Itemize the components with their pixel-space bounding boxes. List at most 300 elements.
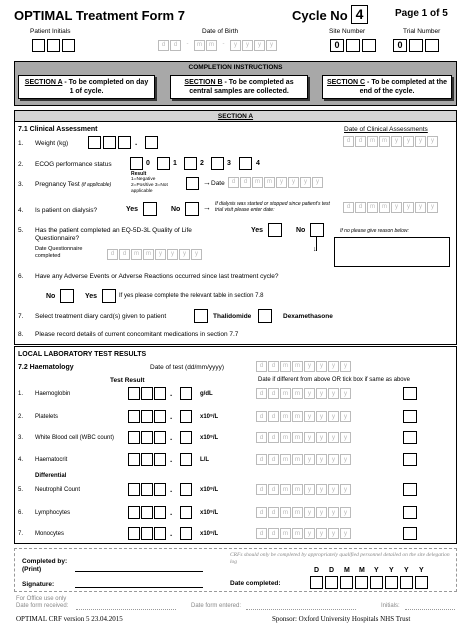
q3-text: Pregnancy Test: [35, 181, 80, 188]
date-completed-label: Date completed:: [230, 580, 281, 587]
q2-number: 2.: [18, 161, 24, 168]
alt-date-cell: m: [280, 432, 291, 443]
version-text: OPTIMAL CRF version 5 23.04.2015: [16, 615, 123, 623]
result-digit-box[interactable]: [141, 527, 153, 540]
initials-box-2[interactable]: [47, 39, 60, 52]
instructions-heading: COMPLETION INSTRUCTIONS: [188, 64, 283, 71]
alt-date-cell: d: [268, 432, 279, 443]
alt-date-cell: y: [328, 388, 339, 399]
ecog-label-4: 4: [256, 160, 260, 167]
date-cell: y: [328, 361, 339, 372]
lab-row-name: Haemoglobin: [35, 391, 71, 397]
eq5d-no-reason-label: If no please give reason below:: [340, 228, 409, 234]
section-c-instruction: [322, 75, 452, 99]
lab-row-name: Neutrophil Count: [35, 487, 81, 493]
result-digit-box[interactable]: [141, 506, 153, 519]
q3-note: (if applicable): [81, 182, 112, 188]
date-cell: d: [268, 361, 279, 372]
date-cell: d: [256, 361, 267, 372]
alt-date-cell: y: [340, 528, 351, 539]
q8-number: 8.: [18, 331, 24, 338]
result-digit-box[interactable]: [141, 431, 153, 444]
alt-date-cell: m: [280, 454, 291, 465]
alt-date-cell: y: [304, 411, 315, 422]
lab-title: LOCAL LABORATORY TEST RESULTS: [18, 351, 147, 358]
result-digit-box[interactable]: [128, 483, 140, 496]
alt-date-cell: y: [328, 432, 339, 443]
dob-sep: -: [222, 41, 225, 47]
eq5d-date-field[interactable]: [107, 249, 203, 260]
lab-row-number: 2.: [18, 414, 24, 420]
dob-cell: d: [170, 40, 181, 51]
result-digit-box[interactable]: [141, 387, 153, 400]
dob-cell: y: [266, 40, 277, 51]
dexamethasone-box[interactable]: [258, 309, 272, 323]
ecog-label-0: 0: [146, 160, 150, 167]
section-c-instruction-title: SECTION C: [326, 79, 366, 86]
trial-number-box-3[interactable]: [425, 39, 439, 52]
date-cell: m: [280, 361, 291, 372]
alt-date-cell: m: [292, 432, 303, 443]
lab-row-name: Monocytes: [35, 531, 65, 537]
office-use-label: For Office use only: [16, 596, 67, 602]
date-completed-box[interactable]: [355, 576, 368, 589]
alt-date-cell: y: [316, 432, 327, 443]
weight-box-3[interactable]: [118, 136, 131, 149]
same-date-tick-box[interactable]: [403, 387, 417, 400]
section-b-instruction: [170, 75, 308, 99]
alt-date-cell: d: [268, 454, 279, 465]
dialysis-note: If dialysis was started or stopped since patient's test trial visit please enter date:: [215, 201, 330, 213]
weight-box-2[interactable]: [103, 136, 116, 149]
dialysis-no-box[interactable]: [185, 202, 199, 216]
decimal-point: .: [170, 529, 173, 538]
date-completed-box[interactable]: [400, 576, 413, 589]
result-digit-box[interactable]: [154, 431, 166, 444]
date-cell: y: [179, 249, 190, 260]
decimal-point: .: [170, 508, 173, 517]
lab-row-number: 7.: [18, 531, 24, 537]
alt-date-cell: y: [304, 528, 315, 539]
lab-row-number: 6.: [18, 510, 24, 516]
date-completed-box[interactable]: [415, 576, 428, 589]
date-cell: y: [340, 361, 351, 372]
ecog-label-1: 1: [173, 160, 177, 167]
lab-row-unit: x10⁹/L: [200, 414, 219, 420]
cycle-label: Cycle No: [292, 8, 348, 23]
date-cell: y: [288, 177, 299, 188]
date-cell: y: [155, 249, 166, 260]
q5-number: 5.: [18, 227, 24, 234]
date-cell: y: [316, 361, 327, 372]
result-options: 1=Negative 2=Pos/tive 3=Not applicable: [131, 177, 168, 194]
date-completed-box[interactable]: [310, 576, 323, 589]
assessment-date-field[interactable]: [343, 136, 439, 147]
arrow-icon: →: [203, 178, 211, 187]
lab-row-number: 1.: [18, 391, 24, 397]
alt-date-cell: m: [280, 411, 291, 422]
result-digit-box[interactable]: [128, 387, 140, 400]
alt-date-cell: y: [316, 528, 327, 539]
dob-cell: m: [206, 40, 217, 51]
alt-date-cell: y: [328, 507, 339, 518]
trial-number-box-2[interactable]: [409, 39, 423, 52]
haematology-title: 7.2 Haematology: [18, 364, 74, 371]
lab-row-name: White Blood cell (WBC count): [35, 435, 115, 441]
q5-label: Has the patient completed an EQ-5D-3L Quality of Life Questionnaire?: [35, 227, 192, 242]
date-completed-box[interactable]: [325, 576, 338, 589]
result-digit-box[interactable]: [141, 453, 153, 466]
result-digit-box[interactable]: [154, 527, 166, 540]
date-completed-letter: M: [359, 567, 365, 574]
trial-number-box-1: 0: [393, 39, 407, 52]
date-completed-box[interactable]: [370, 576, 383, 589]
date-cell: y: [391, 136, 402, 147]
result-digit-box[interactable]: [128, 506, 140, 519]
result-decimal-box[interactable]: [180, 483, 192, 496]
alt-date-cell: d: [268, 528, 279, 539]
date-cell: m: [367, 202, 378, 213]
form-title: OPTIMAL Treatment Form 7: [14, 8, 185, 23]
alt-date-cell: d: [256, 454, 267, 465]
alt-date-cell: d: [256, 507, 267, 518]
thalidomide-box[interactable]: [194, 309, 208, 323]
ecog-box-1[interactable]: [157, 157, 170, 170]
test-result-header: Test Result: [110, 377, 145, 384]
date-completed-box[interactable]: [385, 576, 398, 589]
page-number: Page 1 of 5: [395, 8, 448, 19]
alt-date-cell: y: [328, 454, 339, 465]
eq5d-yes-box[interactable]: [268, 223, 282, 237]
alt-date-cell: m: [292, 454, 303, 465]
same-date-tick-box[interactable]: [403, 431, 417, 444]
alt-date-cell: y: [316, 411, 327, 422]
site-number-label: Site Number: [329, 28, 366, 35]
same-date-tick-box[interactable]: [403, 506, 417, 519]
initials-box-3[interactable]: [62, 39, 75, 52]
q8-label: Please record details of current concomitant medications in section 7.7: [35, 331, 239, 338]
result-decimal-box[interactable]: [180, 431, 192, 444]
alt-date-cell: y: [328, 484, 339, 495]
result-title: Result: [131, 171, 147, 177]
alt-date-cell: y: [340, 454, 351, 465]
section-a-instruction-text: - To be completed on day 1 of cycle.: [62, 79, 149, 95]
alt-date-cell: m: [280, 528, 291, 539]
date-cell: m: [264, 177, 275, 188]
date-completed-box[interactable]: [340, 576, 353, 589]
dialysis-yes-label: Yes: [126, 206, 139, 213]
q5-date-label: Date Questionnaire completed: [35, 246, 83, 259]
result-decimal-box[interactable]: [180, 527, 192, 540]
date-entered-line: [246, 609, 356, 610]
date-assessment-label: Date of Clinical Assessments: [344, 126, 428, 133]
date-cell: y: [415, 136, 426, 147]
lab-date-field[interactable]: [256, 361, 352, 372]
section-c-instruction-text: - To be completed at the end of the cycle.: [359, 79, 448, 95]
alt-date-cell: m: [292, 507, 303, 518]
dob-cell: y: [254, 40, 265, 51]
date-cell: y: [427, 202, 438, 213]
eq5d-yes-label: Yes: [251, 227, 264, 234]
date-cell: d: [107, 249, 118, 260]
decimal-point: .: [170, 389, 173, 398]
alt-date-cell: m: [292, 528, 303, 539]
cycle-number-box[interactable]: 4: [351, 5, 368, 24]
signature-line[interactable]: [75, 587, 203, 588]
decimal-point: .: [135, 138, 138, 147]
date-cell: d: [343, 202, 354, 213]
decimal-point: .: [170, 455, 173, 464]
completed-by-label: Completed by:: [22, 558, 68, 565]
eq5d-reason-box[interactable]: [334, 237, 450, 267]
same-date-tick-box[interactable]: [403, 453, 417, 466]
q7-label: Select treatment diary card(s) given to patient: [35, 313, 167, 320]
alt-date-cell: d: [268, 507, 279, 518]
alt-date-cell: y: [316, 388, 327, 399]
alt-date-cell: y: [340, 411, 351, 422]
result-digit-box[interactable]: [154, 453, 166, 466]
crf-note: CRFs should only be completed by appropriately qualified personnel detailed on the site delegation log: [230, 552, 450, 565]
result-digit-box[interactable]: [154, 506, 166, 519]
q7-number: 7.: [18, 313, 24, 320]
date-cell: y: [403, 202, 414, 213]
date-cell: m: [367, 136, 378, 147]
decimal-point: .: [170, 412, 173, 421]
alt-date-cell: y: [328, 528, 339, 539]
date-completed-letter: Y: [374, 567, 379, 574]
eq5d-arrow-icon: ↓: [313, 246, 317, 253]
date-cell: m: [292, 361, 303, 372]
dob-sep: -: [186, 41, 189, 47]
result-decimal-box[interactable]: [180, 387, 192, 400]
section-a-heading-text: SECTION A: [217, 113, 254, 120]
section-a-instruction-title: SECTION A: [24, 79, 63, 86]
dialysis-no-label: No: [171, 206, 181, 213]
result-digit-box[interactable]: [154, 483, 166, 496]
lab-row-number: 3.: [18, 435, 24, 441]
lab-row-unit: x10⁹/L: [200, 510, 219, 516]
pregnancy-date-field[interactable]: [228, 177, 324, 188]
date-cell: m: [131, 249, 142, 260]
result-digit-box[interactable]: [154, 387, 166, 400]
alt-date-cell: y: [340, 432, 351, 443]
date-received-label: Date form received:: [16, 603, 69, 609]
date-entered-label: Date form entered:: [191, 603, 242, 609]
date-cell: y: [300, 177, 311, 188]
ecog-box-0[interactable]: [130, 157, 143, 170]
completed-by-line[interactable]: [75, 571, 203, 572]
alt-date-cell: y: [304, 507, 315, 518]
date-cell: m: [379, 136, 390, 147]
alt-date-cell: d: [256, 528, 267, 539]
section-a-instruction: [18, 75, 155, 99]
date-cell: d: [240, 177, 251, 188]
alt-date-cell: y: [304, 388, 315, 399]
result-digit-box[interactable]: [128, 453, 140, 466]
site-number-box-3[interactable]: [362, 39, 376, 52]
lab-row-name: Platelets: [35, 414, 59, 420]
eq5d-no-label: No: [296, 227, 306, 234]
lab-row-unit: g/dL: [200, 391, 213, 397]
dob-cell: m: [194, 40, 205, 51]
dob-label: Date of Birth: [202, 28, 239, 35]
pregnancy-date-label: Date: [211, 180, 225, 187]
thalidomide-label: Thalidomide: [213, 313, 252, 320]
alt-date-cell: m: [292, 388, 303, 399]
date-cell: y: [403, 136, 414, 147]
alt-date-cell: m: [292, 411, 303, 422]
q3-number: 3.: [18, 181, 24, 188]
date-completed-letter: D: [314, 567, 320, 574]
result-digit-box[interactable]: [141, 483, 153, 496]
lab-row-unit: x10⁹/L: [200, 531, 219, 537]
trial-number-label: Trial Number: [403, 28, 441, 35]
alt-date-cell: d: [268, 411, 279, 422]
date-cell: y: [427, 136, 438, 147]
ecog-box-2[interactable]: [184, 157, 197, 170]
patient-initials-label: Patient Initials: [30, 28, 71, 35]
section-a-heading: [15, 111, 456, 122]
alt-date-cell: d: [256, 388, 267, 399]
ecog-label-2: 2: [200, 160, 204, 167]
result-decimal-box[interactable]: [180, 506, 192, 519]
alt-date-cell: y: [340, 388, 351, 399]
result-digit-box[interactable]: [154, 410, 166, 423]
q4-number: 4.: [18, 207, 24, 214]
ae-no-label: No: [46, 293, 56, 300]
print-label: (Print): [22, 566, 42, 573]
alt-date-cell: y: [304, 454, 315, 465]
alt-date-cell: y: [316, 484, 327, 495]
same-date-tick-box[interactable]: [403, 410, 417, 423]
date-cell: m: [379, 202, 390, 213]
result-digit-box[interactable]: [128, 431, 140, 444]
ae-no-box[interactable]: [60, 289, 74, 303]
date-of-test-label: Date of test (dd/mm/yyyy): [150, 364, 225, 371]
ae-yes-label: Yes: [85, 293, 98, 300]
date-completed-letter: D: [329, 567, 335, 574]
date-cell: y: [391, 202, 402, 213]
date-cell: y: [312, 177, 323, 188]
ae-yes-box[interactable]: [102, 289, 116, 303]
date-cell: d: [355, 136, 366, 147]
alt-date-cell: y: [328, 411, 339, 422]
date-cell: d: [343, 136, 354, 147]
alt-date-cell: y: [316, 507, 327, 518]
if-different-header: Date if different from above OR tick box if same as above: [258, 377, 410, 383]
date-cell: d: [119, 249, 130, 260]
q4-label: Is patient on dialysis?: [35, 207, 98, 214]
date-completed-letter: Y: [389, 567, 394, 574]
alt-date-cell: d: [256, 432, 267, 443]
site-number-box-1: 0: [330, 39, 344, 52]
date-completed-letter: Y: [419, 567, 424, 574]
weight-box-1[interactable]: [88, 136, 101, 149]
alt-date-cell: y: [304, 484, 315, 495]
alt-date-cell: d: [268, 388, 279, 399]
date-cell: m: [252, 177, 263, 188]
date-received-line: [76, 609, 176, 610]
same-date-tick-box[interactable]: [403, 483, 417, 496]
result-digit-box[interactable]: [128, 410, 140, 423]
section-b-instruction-title: SECTION B: [184, 79, 223, 86]
lab-row-name: Lymphocytes: [35, 510, 71, 516]
date-cell: d: [228, 177, 239, 188]
alt-date-cell: y: [304, 432, 315, 443]
ecog-label-3: 3: [227, 160, 231, 167]
alt-date-cell: y: [340, 507, 351, 518]
ecog-box-3[interactable]: [211, 157, 224, 170]
lab-row-unit: x10⁹/L: [200, 487, 219, 493]
alt-date-cell: m: [280, 388, 291, 399]
result-digit-box[interactable]: [141, 410, 153, 423]
q1-label: Weight (kg): [35, 140, 69, 147]
date-cell: y: [276, 177, 287, 188]
weight-box-4[interactable]: [145, 136, 158, 149]
eq5d-no-box[interactable]: [310, 223, 324, 237]
date-completed-letter: Y: [404, 567, 409, 574]
alt-date-cell: y: [316, 454, 327, 465]
lab-frame: [14, 346, 457, 544]
lab-row-unit: L/L: [200, 457, 209, 463]
q6-number: 6.: [18, 273, 24, 280]
ecog-box-4[interactable]: [239, 157, 252, 170]
lab-row-number: 5.: [18, 487, 24, 493]
signature-label: Signature:: [22, 581, 55, 588]
q3-label: [35, 181, 111, 188]
lab-row-name: Haematocrit: [35, 457, 68, 463]
alt-date-cell: m: [292, 484, 303, 495]
result-digit-box[interactable]: [128, 527, 140, 540]
date-cell: d: [355, 202, 366, 213]
initials-line: [405, 609, 455, 610]
dialysis-yes-box[interactable]: [143, 202, 157, 216]
initials-box-1[interactable]: [32, 39, 45, 52]
alt-date-cell: m: [280, 484, 291, 495]
q1-number: 1.: [18, 140, 24, 147]
alt-date-cell: y: [340, 484, 351, 495]
site-number-box-2[interactable]: [346, 39, 360, 52]
dob-cell: y: [242, 40, 253, 51]
lab-row-unit: x10⁹/L: [200, 435, 219, 441]
q2-label: ECOG performance status: [35, 161, 112, 168]
initials-label: Initials:: [381, 603, 400, 609]
decimal-point: .: [170, 433, 173, 442]
alt-date-cell: d: [256, 411, 267, 422]
date-cell: y: [191, 249, 202, 260]
same-date-tick-box[interactable]: [403, 527, 417, 540]
clinical-assessment-title: 7.1 Clinical Assessment: [18, 126, 98, 133]
date-cell: m: [143, 249, 154, 260]
dob-cell: y: [230, 40, 241, 51]
date-cell: y: [304, 361, 315, 372]
ae-yes-note: If yes please complete the relevant table in section 7.8: [119, 293, 264, 299]
date-completed-letter: M: [344, 567, 350, 574]
lab-row-number: 4.: [18, 457, 24, 463]
result-decimal-box[interactable]: [180, 453, 192, 466]
differential-label: Differential: [35, 473, 67, 479]
dialysis-date-field[interactable]: [343, 202, 439, 213]
q6-label: Have any Adverse Events or Adverse Reactions occurred since last treatment cycle?: [35, 273, 279, 280]
sponsor-text: Sponsor: Oxford University Hospitals NHS Trust: [272, 615, 411, 623]
decimal-point: .: [170, 485, 173, 494]
dob-field[interactable]: [158, 40, 278, 51]
dexamethasone-label: Dexamethasone: [283, 313, 333, 320]
date-cell: y: [415, 202, 426, 213]
result-decimal-box[interactable]: [180, 410, 192, 423]
pregnancy-result-box[interactable]: [186, 177, 199, 190]
alt-date-cell: m: [280, 507, 291, 518]
